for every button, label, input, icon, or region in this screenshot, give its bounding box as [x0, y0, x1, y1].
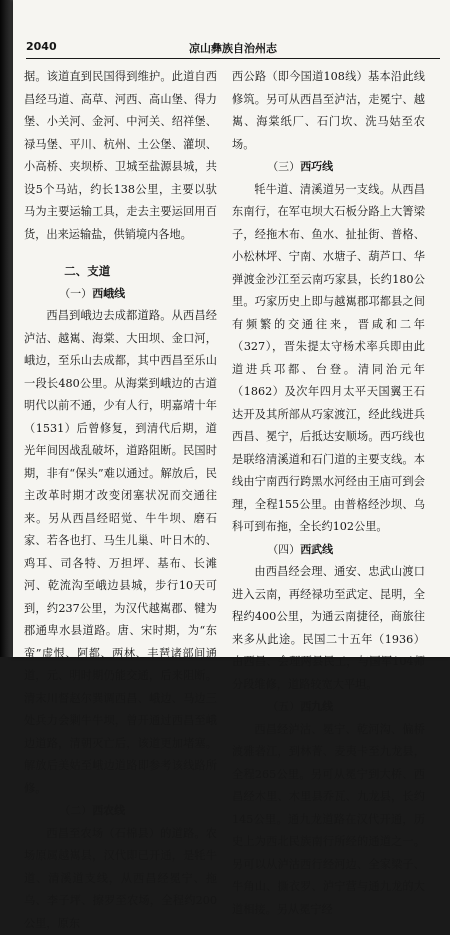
paragraph: 西昌经泸沽、冕宁、乾河沟、偏桥渡雅砻江，到林菁、麦夷卡至九龙县，全程265公里。另可从冕宁到大桥、西昌经木里、木里县乔瓦、九龙县，长约145公里。通九龙道路在汉代开通，历史上为西北民族南行所经的通道之一。另可以从泸沽西行经河边、全家梁子、牛角山、撕衣罗、泸宁营与通九龙的大道相接。另从冕宁经	[232, 719, 425, 922]
route-name: 西农线	[92, 804, 125, 817]
book-spine-shadow	[0, 0, 13, 657]
route-number: （一）	[59, 287, 92, 300]
paragraph: 由西昌经会理、通安、忠武山渡口进入云南，再经禄功至武定、昆明，全程约400公里，为通云南捷径，商旅往来多从此途。民国二十五年（1936）由西昌、会理两县民工，与国军104师分段维修，道路较宽大平坦。	[232, 561, 425, 696]
paragraph: 牦牛道、清溪道另一支线。从西昌东南行，在军屯坝大石板分路上大箐梁子，经拖木布、鱼水、扯扯街、普格、小松林坪、宁南、水塘子、葫芦口、华弹渡金沙江至云南巧家县，长约180公里。巧家历史上即与越嶲郡邛都县之间有频繁的交通往来，晋咸和二年（327），晋朱提太守杨术率兵即由此道进兵邛都、台登。清同治元年（1862）及次年四月太平天国翼王石达开及其所部从巧家渡江，经此线进兵西昌、冕宁，后抵达安顺场。西巧线也是联络清溪道和石门道的主要支线。本线由宁南西行跨黑水河经由王庙可到会理，全程155公里。由普格经沙坝、乌科可到布拖，全长约102公里。	[232, 179, 425, 539]
route-name: 西巧线	[300, 160, 333, 173]
route-number: （五）	[267, 700, 300, 713]
route-name: 西峨线	[92, 287, 125, 300]
route-heading-xiwu	[232, 539, 425, 562]
spacer	[24, 246, 217, 260]
route-number: （二）	[59, 804, 92, 817]
running-header	[26, 40, 440, 58]
book-title: 凉山彝族自治州志	[26, 40, 440, 56]
left-column	[24, 66, 217, 651]
route-name: 西武线	[300, 543, 333, 556]
paragraph: 西公路（即今国道108线）基本沿此线修筑。另可从西昌至泸沽，走冕宁、越嶲、海棠纸厂、石门坎、洗马姑至农场。	[232, 66, 425, 156]
route-name: 西九线	[300, 700, 333, 713]
paragraph: 西昌至农场（石棉县）的道路。农场原属越嶲县，汉代即已开通，是牦牛道、清溪道支线，从西昌经冕宁、拖乌、李子坪、擦罗至农场，全程约200公里，原东	[24, 823, 217, 935]
paragraph: 据。该道直到民国得到维护。此道自西昌经马道、高草、河西、高山堡、得力堡、小关河、金河、中河关、绍祥堡、禄马堡、平川、杭州、土公堡、灌坝、小高桥、夹坝桥、卫城至盐源县城，共设5个马站，约长138公里，主要以驮马为主要运输工具，走去主要运回用百货，出来运输盐，供销境内各地。	[24, 66, 217, 246]
route-heading-xie	[24, 283, 217, 306]
route-number: （三）	[267, 160, 300, 173]
paragraph: 西昌到峨边去成都道路。从西昌经泸沽、越嶲、海棠、大田坝、金口河，峨边，至乐山去成都，其中西昌至乐山一段长480公里。从海棠到峨边的古道明代以前不通，少有人行，明嘉靖十年（1531）后曾修复，到清代后期，道光年间因战乱破坏，道路阻断。民国时期，非有“保头”难以通过。解放后，民主改革时期才改变闭塞状况而交通往来。另从西昌经昭觉、牛牛坝、磨石家、若各也打、马生儿巢、叶日木的、鸡耳、司各特、万担坪、基布、长滩河、乾流沟至峨边县城，步行10天可到，约237公里，为汉代越嶲郡、犍为郡通卑水县道路。唐、宋时期，为“东蛮”虚恨、阿都、两林、丰琶诸部间通道，元、明时期仍能交通，后来阻断。清末川督赵尔巽调西昌、峨边、马边三处兵力会剿牛牛坝，曾开通过西昌至峨边道路，清朝灭亡后，该道更加堵塞。解放后美姑至峨边道路即参考该线路所修。	[24, 305, 217, 800]
route-heading-xinong	[24, 800, 217, 823]
right-column	[232, 66, 425, 651]
page-number: 2040	[26, 40, 57, 53]
route-heading-xijiu	[232, 696, 425, 719]
section-heading: 二、支道	[24, 260, 217, 283]
header-rule	[26, 58, 440, 59]
route-heading-xiqiao	[232, 156, 425, 179]
route-number: （四）	[267, 543, 300, 556]
